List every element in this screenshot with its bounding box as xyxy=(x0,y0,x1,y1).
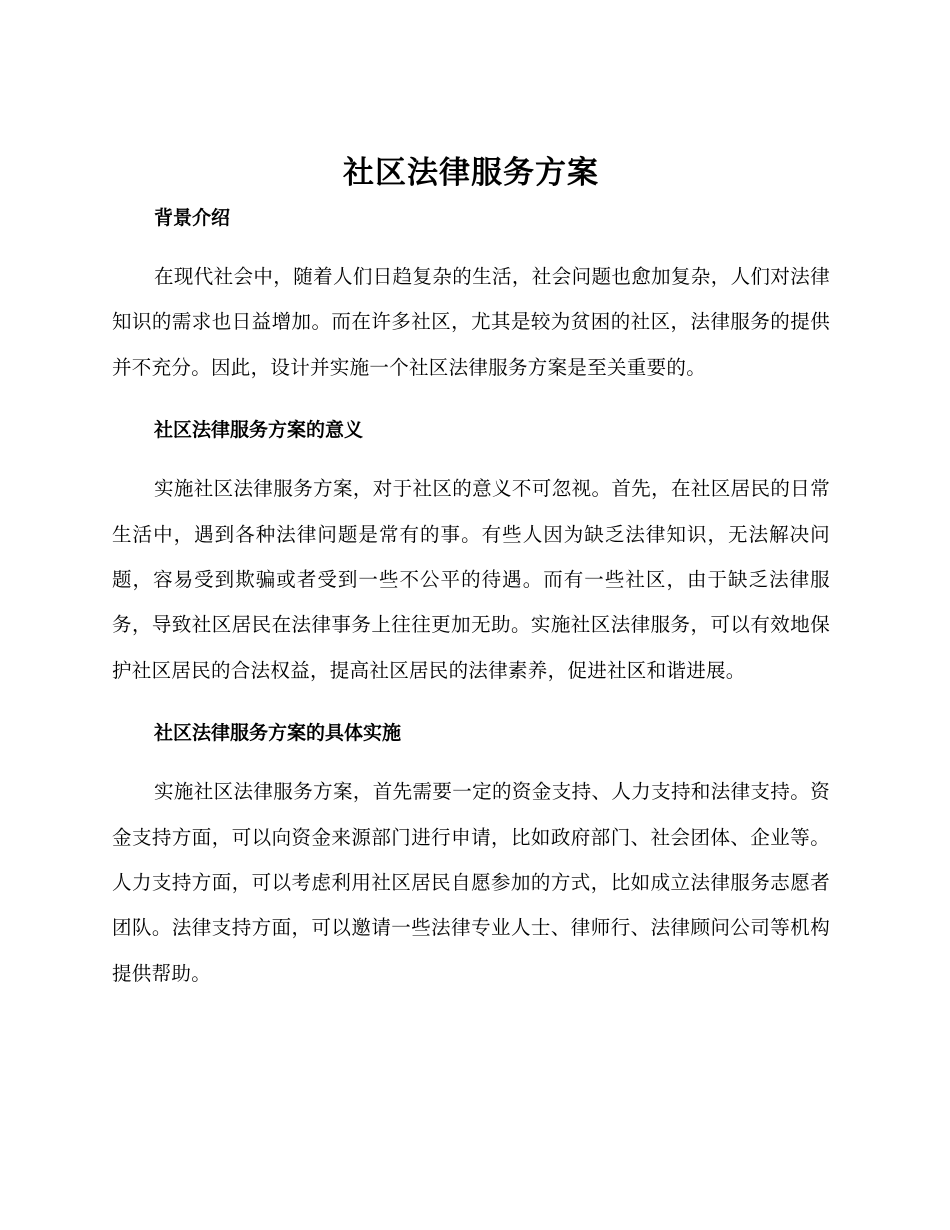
section-heading-background: 背景介绍 xyxy=(154,207,231,229)
section-heading-implementation: 社区法律服务方案的具体实施 xyxy=(154,722,402,745)
section-paragraph-implementation: 实施社区法律服务方案，首先需要一定的资金支持、人力支持和法律支持。资金支持方面，可以向资金来源部门进行申请，比如政府部门、社会团体、企业等。人力支持方面，可以考虑利用社区居民自愿参加的方式，比如成立法律服务志愿者团队。法律支持方面，可以邀请一些法律专业人士、律师行、法律顾问公司等机构提供帮助。 xyxy=(112,780,830,985)
section-heading-significance: 社区法律服务方案的意义 xyxy=(154,419,364,442)
document-body xyxy=(112,150,830,996)
section-paragraph-background: 在现代社会中，随着人们日趋复杂的生活，社会问题也愈加复杂，人们对法律知识的需求也日益增加。而在许多社区，尤其是较为贫困的社区，法律服务的提供并不充分。因此，设计并实施一个社区法律服务方案是至关重要的。 xyxy=(112,265,830,379)
section-paragraph-significance: 实施社区法律服务方案，对于社区的意义不可忽视。首先，在社区居民的日常生活中，遇到各种法律问题是常有的事。有些人因为缺乏法律知识，无法解决问题，容易受到欺骗或者受到一些不公平的待遇。而有一些社区，由于缺乏法律服务，导致社区居民在法律事务上往往更加无助。实施社区法律服务，可以有效地保护社区居民的合法权益，提高社区居民的法律素养，促进社区和谐进展。 xyxy=(112,477,830,682)
document-title: 社区法律服务方案 xyxy=(343,155,599,191)
